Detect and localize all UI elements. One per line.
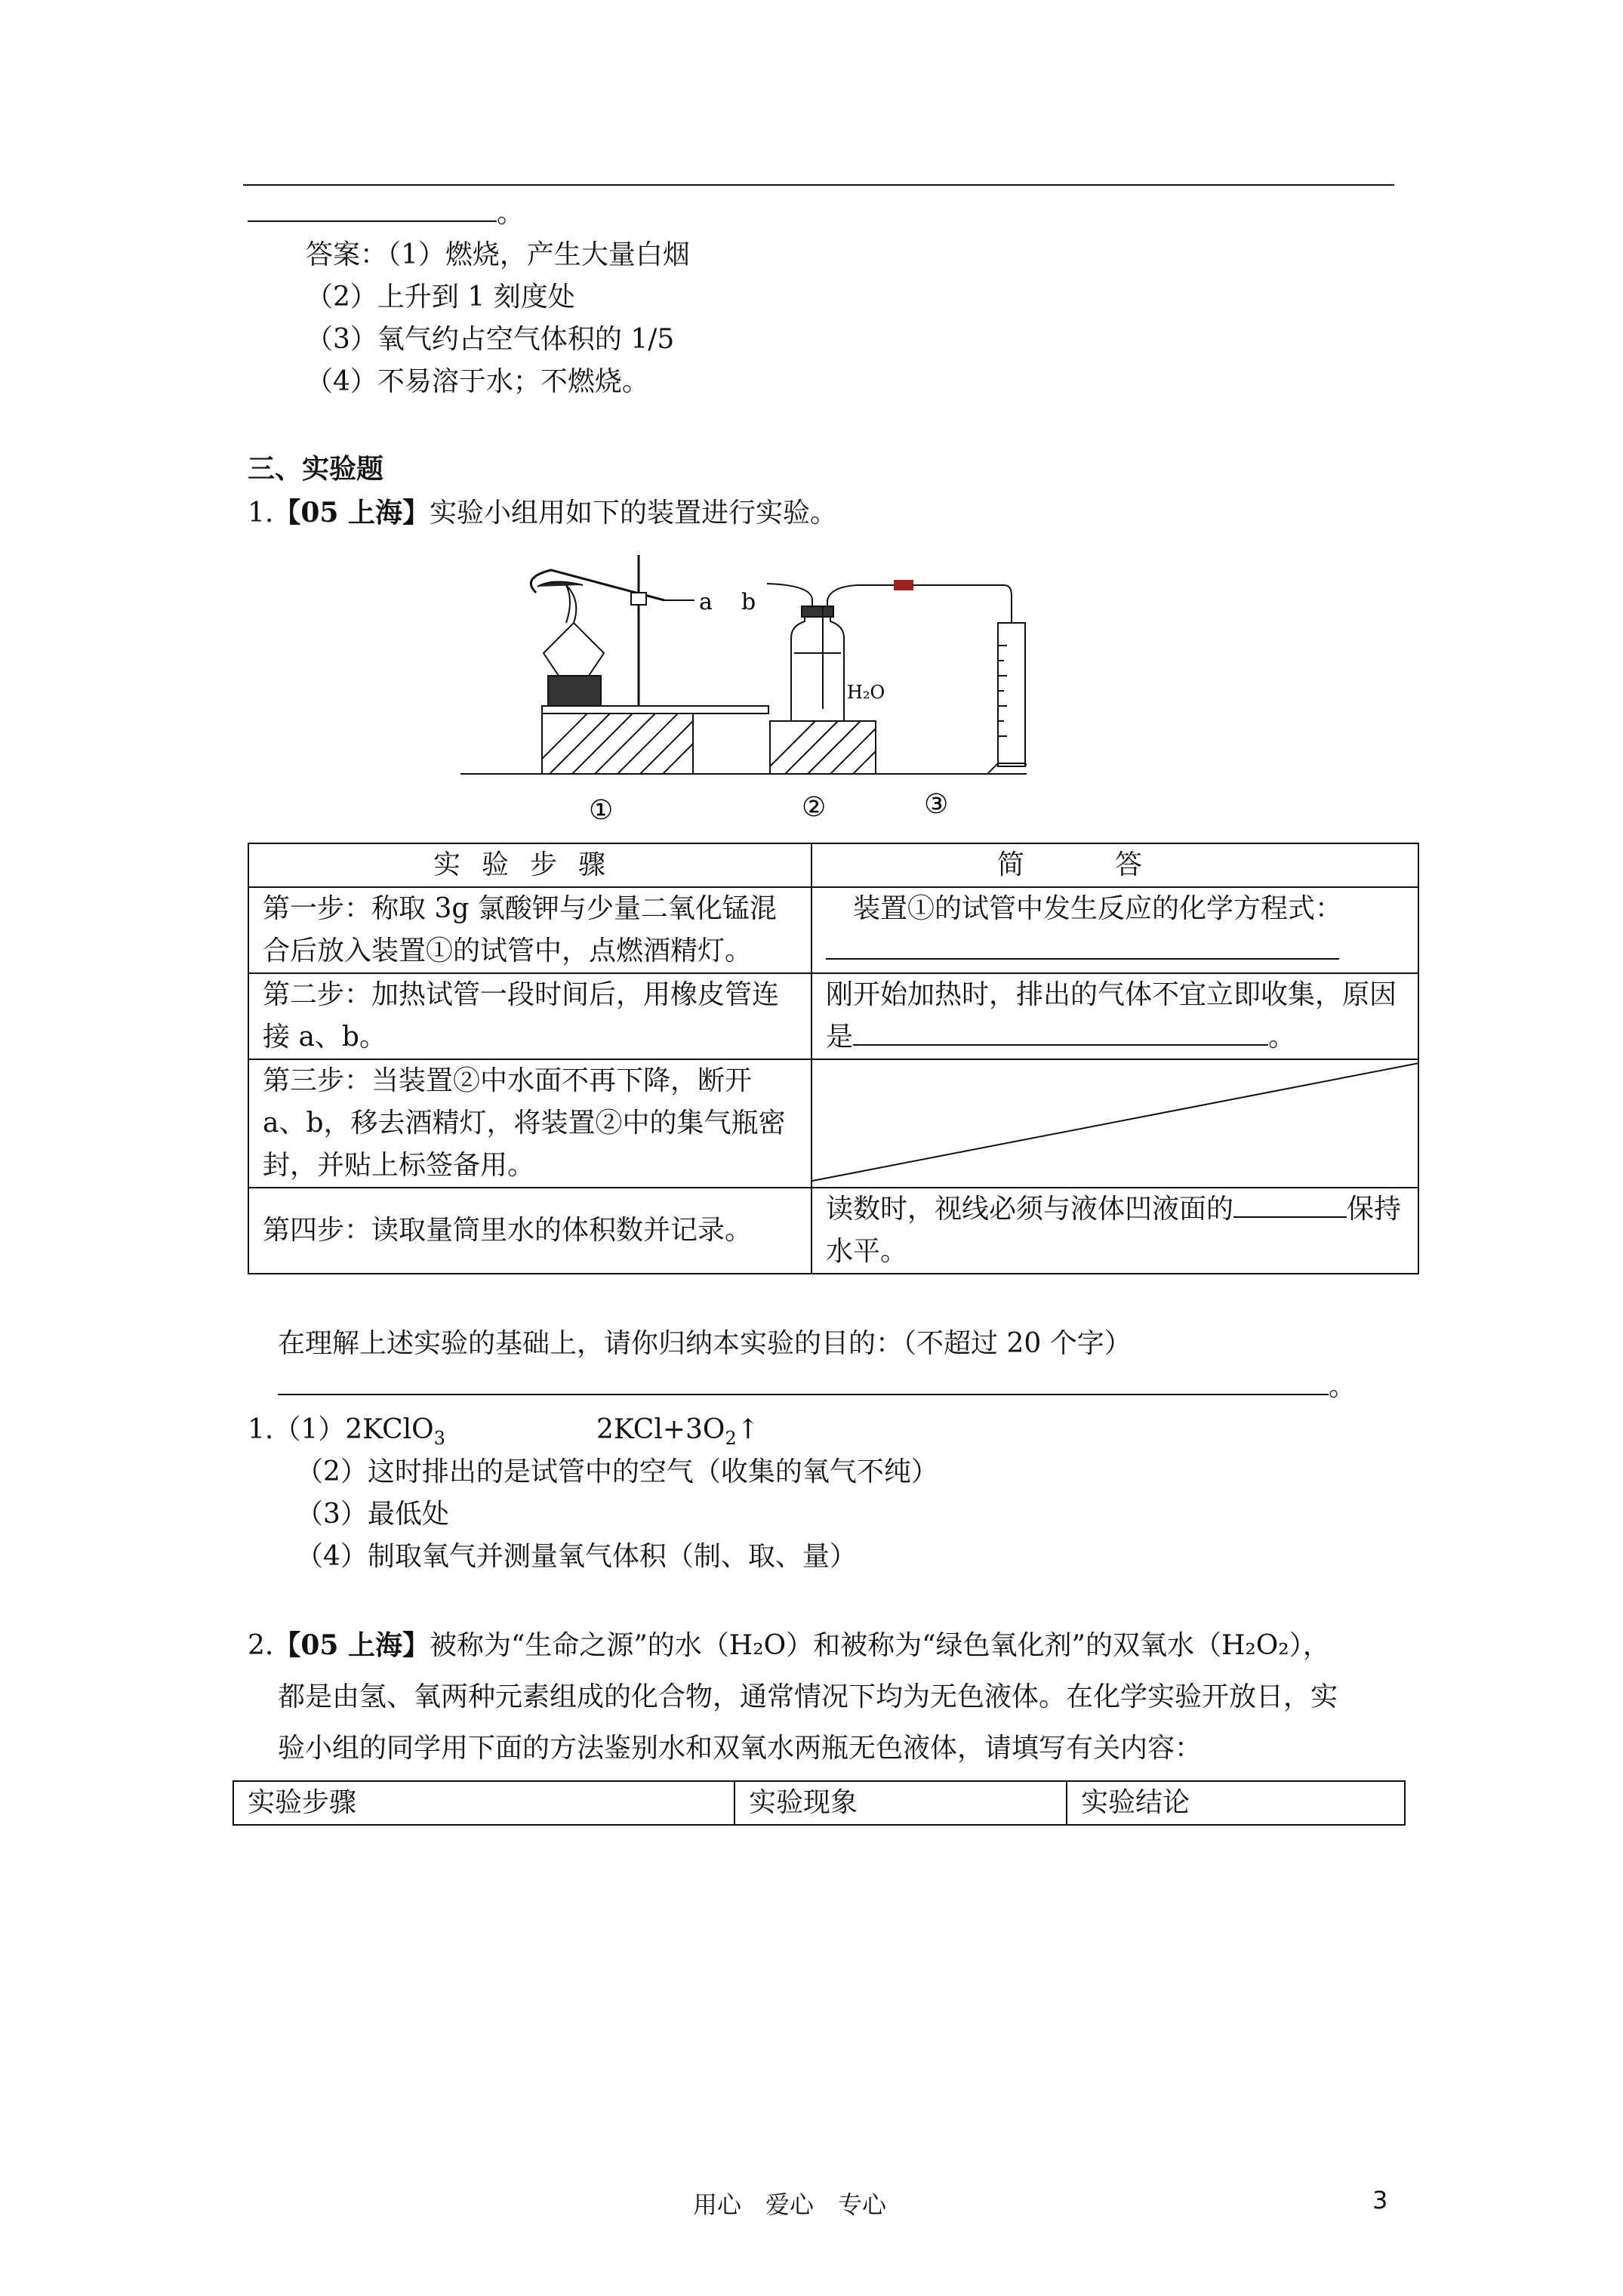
step-3: 第三步：当装置②中水面不再下降，断开 a、b，移去酒精灯，将装置②中的集气瓶密封，并贴上标签备用。 <box>248 1059 812 1188</box>
q2-line-3: 验小组的同学用下面的方法鉴别水和双氧水两瓶无色液体，请填写有关内容： <box>278 1733 1203 1764</box>
table-header-row <box>233 1781 1405 1825</box>
answer-3-crossed <box>812 1059 1418 1188</box>
diagonal-strike <box>812 1060 1419 1187</box>
hatch-2 <box>770 721 876 774</box>
purpose-line: 在理解上述实验的基础上，请你归纳本实验的目的：（不超过 20 个字） <box>278 1328 1132 1359</box>
lamp-flask <box>544 623 604 676</box>
table-row <box>248 1188 1418 1274</box>
tube-contents <box>537 581 583 587</box>
cylinder-scale <box>998 646 1007 736</box>
experiment-table <box>248 843 1419 1274</box>
q1-answer-1: 1.（1）2KClO$_3$ $2KCl+3O_2↑$ <box>248 1414 759 1450</box>
q1-answer-4: （4）制取氧气并测量氧气体积（制、取、量） <box>296 1541 857 1572</box>
answer-line-4: （4）不易溶于水；不燃烧。 <box>306 366 649 397</box>
footer-text: 用心 爱心 专心 <box>693 2190 887 2219</box>
stand-base <box>542 706 768 713</box>
q1-line: 1.【05 上海】实验小组用如下的装置进行实验。 <box>248 497 838 529</box>
identification-table <box>233 1780 1406 1826</box>
label-num-2: ② <box>802 792 827 823</box>
table-row <box>248 887 1418 973</box>
label-a: a <box>699 589 713 615</box>
lamp-base <box>548 676 601 706</box>
answer-line-3: （3）氧气约占空气体积的 1/5 <box>306 324 675 355</box>
gas-bottle <box>791 615 844 721</box>
answer-1: 装置①的试管中发生反应的化学方程式： <box>812 887 1418 973</box>
measuring-cylinder <box>998 623 1025 766</box>
apparatus-diagram <box>453 540 1027 827</box>
bottle-stopper <box>802 606 833 617</box>
answer-line-1: 答案：（1）燃烧，产生大量白烟 <box>306 239 690 270</box>
table-header-row <box>248 843 1418 887</box>
answer-line-2: （2）上升到 1 刻度处 <box>306 282 575 313</box>
cylinder-base <box>987 763 1027 774</box>
q2-line-2: 都是由氢、氧两种元素组成的化合物，通常情况下均为无色液体。在化学实验开放日，实 <box>278 1681 1338 1712</box>
answer-4: 读数时，视线必须与液体凹液面的 保持水平。 <box>812 1188 1418 1274</box>
outlet-tube <box>913 585 1012 623</box>
answer-2: 刚开始加热时，排出的气体不宜立即收集，原因是 。 <box>812 973 1418 1059</box>
step-1: 第一步：称取 3g 氯酸钾与少量二氧化锰混合后放入装置①的试管中，点燃酒精灯。 <box>248 887 812 973</box>
table-row <box>248 973 1418 1059</box>
label-b: b <box>741 589 756 615</box>
label-num-3: ③ <box>924 789 949 820</box>
wood-block-2 <box>770 721 876 774</box>
header-steps: 实验步骤 <box>248 843 812 887</box>
bottle-tubes <box>767 584 906 709</box>
header-phenomenon: 实验现象 <box>735 1781 1067 1825</box>
step-2: 第二步：加热试管一段时间后，用橡皮管连接 a、b。 <box>248 973 812 1059</box>
header-conclusion: 实验结论 <box>1067 1781 1405 1825</box>
header-step: 实验步骤 <box>233 1781 735 1825</box>
label-num-1: ① <box>589 795 614 826</box>
step-4: 第四步：读取量筒里水的体积数并记录。 <box>248 1188 812 1274</box>
lamp-flame <box>566 585 576 623</box>
q2-line-1: 2.【05 上海】被称为“生命之源”的水（H₂O）和被称为“绿色氧化剂”的双氧水（H₂O₂）， <box>248 1629 1330 1661</box>
top-blank-line: 。 <box>248 198 524 229</box>
q1-answer-3: （3）最低处 <box>296 1499 449 1530</box>
top-rule <box>243 184 1394 186</box>
clamp <box>631 593 646 605</box>
section-title: 三、实验题 <box>248 453 384 485</box>
label-water: H₂O <box>847 682 885 703</box>
header-answer: 简答 <box>812 843 1418 887</box>
purpose-blank: 。 <box>278 1371 1356 1402</box>
answer-1-blank <box>826 930 1404 972</box>
table-row <box>248 1059 1418 1188</box>
q1-answer-2: （2）这时排出的是试管中的空气（收集的氧气不纯） <box>296 1456 938 1487</box>
page-number: 3 <box>1372 2186 1388 2214</box>
rubber-joint <box>895 581 913 590</box>
hatch-1 <box>542 713 693 774</box>
